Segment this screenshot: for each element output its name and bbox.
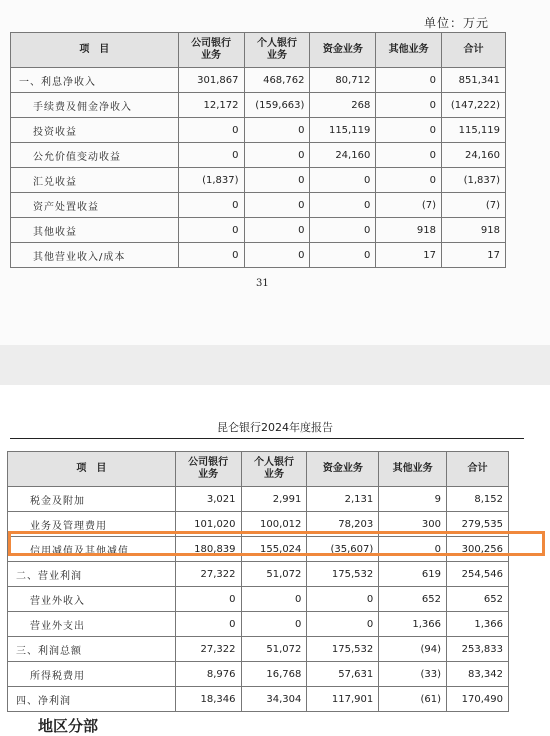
cell-corporate: 0 (175, 587, 241, 612)
table-row (8, 487, 509, 512)
cell-other: 0 (376, 143, 442, 168)
table-row (11, 143, 506, 168)
cell-personal: 0 (244, 193, 310, 218)
cell-treasury: 57,631 (307, 662, 379, 687)
cell-corporate: 0 (178, 243, 244, 268)
col-header-treasury: 资金业务 (310, 33, 376, 68)
col-header-other: 其他业务 (376, 33, 442, 68)
section-heading-partial: 地区分部 (38, 717, 99, 735)
cell-personal: 0 (244, 168, 310, 193)
row-label: 其他营业收入/成本 (11, 243, 179, 268)
cell-corporate: 0 (178, 143, 244, 168)
unit-label: 单位：万元 (424, 16, 490, 30)
cell-total: 253,833 (447, 637, 509, 662)
table-row (8, 612, 509, 637)
cell-total: 1,366 (447, 612, 509, 637)
row-label: 汇兑收益 (11, 168, 179, 193)
table-row (8, 587, 509, 612)
page-gap (0, 345, 550, 385)
cell-other: 1,366 (379, 612, 447, 637)
cell-treasury: 0 (310, 193, 376, 218)
cell-total: (147,222) (441, 93, 505, 118)
cell-personal: (159,663) (244, 93, 310, 118)
cell-other: (61) (379, 687, 447, 712)
cell-treasury: 78,203 (307, 512, 379, 537)
cell-personal: 51,072 (241, 562, 307, 587)
cell-other: 0 (376, 93, 442, 118)
cell-total: (7) (441, 193, 505, 218)
cell-personal: 34,304 (241, 687, 307, 712)
row-label: 业务及管理费用 (8, 512, 176, 537)
cell-other: 0 (376, 118, 442, 143)
cell-other: (7) (376, 193, 442, 218)
row-label: 四、净利润 (8, 687, 176, 712)
cell-treasury: 80,712 (310, 68, 376, 93)
cell-other: (94) (379, 637, 447, 662)
row-label: 公允价值变动收益 (11, 143, 179, 168)
cell-other: (33) (379, 662, 447, 687)
row-label: 资产处置收益 (11, 193, 179, 218)
cell-total: 24,160 (441, 143, 505, 168)
col-header-total: 合计 (447, 452, 509, 487)
cell-corporate: 18,346 (175, 687, 241, 712)
cell-corporate: 0 (175, 612, 241, 637)
cell-personal: 0 (244, 243, 310, 268)
table-row (8, 637, 509, 662)
cell-other: 0 (379, 537, 447, 562)
row-label: 所得税费用 (8, 662, 176, 687)
cell-total: 300,256 (447, 537, 509, 562)
col-header-personal: 个人银行 业务 (244, 33, 310, 68)
cell-total: 8,152 (447, 487, 509, 512)
cell-other: 300 (379, 512, 447, 537)
cell-personal: 0 (241, 612, 307, 637)
cell-treasury: 115,119 (310, 118, 376, 143)
col-header-total: 合计 (441, 33, 505, 68)
segment-table-lower (7, 451, 509, 712)
cell-other: 0 (376, 68, 442, 93)
col-header-personal: 个人银行 业务 (241, 452, 307, 487)
cell-total: (1,837) (441, 168, 505, 193)
cell-total: 918 (441, 218, 505, 243)
segment-table-upper (10, 32, 506, 268)
cell-total: 83,342 (447, 662, 509, 687)
row-label: 三、利润总额 (8, 637, 176, 662)
cell-treasury: 0 (307, 587, 379, 612)
cell-corporate: 180,839 (175, 537, 241, 562)
cell-other: 652 (379, 587, 447, 612)
cell-other: 17 (376, 243, 442, 268)
table-row (11, 193, 506, 218)
cell-corporate: 27,322 (175, 562, 241, 587)
cell-personal: 468,762 (244, 68, 310, 93)
cell-other: 0 (376, 168, 442, 193)
cell-personal: 155,024 (241, 537, 307, 562)
cell-treasury: 0 (310, 243, 376, 268)
cell-personal: 100,012 (241, 512, 307, 537)
cell-other: 918 (376, 218, 442, 243)
cell-other: 9 (379, 487, 447, 512)
table-row (8, 662, 509, 687)
table-header-row (11, 33, 506, 68)
row-label: 手续费及佣金净收入 (11, 93, 179, 118)
cell-total: 17 (441, 243, 505, 268)
cell-other: 619 (379, 562, 447, 587)
cell-personal: 0 (241, 587, 307, 612)
cell-corporate: 27,322 (175, 637, 241, 662)
report-title: 昆仑银行2024年度报告 (217, 421, 333, 434)
cell-personal: 16,768 (241, 662, 307, 687)
row-label: 税金及附加 (8, 487, 176, 512)
cell-total: 254,546 (447, 562, 509, 587)
cell-personal: 2,991 (241, 487, 307, 512)
page-number: 31 (256, 278, 269, 289)
cell-treasury: 2,131 (307, 487, 379, 512)
cell-personal: 0 (244, 143, 310, 168)
col-header-item: 项 目 (11, 33, 179, 68)
table-row (8, 562, 509, 587)
table-header-row (8, 452, 509, 487)
col-header-treasury: 资金业务 (307, 452, 379, 487)
row-label: 二、营业利润 (8, 562, 176, 587)
table-row (8, 512, 509, 537)
cell-corporate: 301,867 (178, 68, 244, 93)
cell-total: 115,119 (441, 118, 505, 143)
row-label: 其他收益 (11, 218, 179, 243)
cell-treasury: (35,607) (307, 537, 379, 562)
row-label: 营业外收入 (8, 587, 176, 612)
row-label: 一、利息净收入 (11, 68, 179, 93)
cell-personal: 51,072 (241, 637, 307, 662)
cell-treasury: 175,532 (307, 637, 379, 662)
table-row (11, 218, 506, 243)
cell-corporate: 8,976 (175, 662, 241, 687)
cell-total: 851,341 (441, 68, 505, 93)
cell-treasury: 24,160 (310, 143, 376, 168)
cell-corporate: 0 (178, 193, 244, 218)
cell-treasury: 117,901 (307, 687, 379, 712)
cell-corporate: 3,021 (175, 487, 241, 512)
table-row (8, 537, 509, 562)
row-label: 投资收益 (11, 118, 179, 143)
cell-total: 652 (447, 587, 509, 612)
table-row (11, 93, 506, 118)
cell-treasury: 0 (307, 612, 379, 637)
cell-corporate: 0 (178, 118, 244, 143)
cell-corporate: 12,172 (178, 93, 244, 118)
title-rule (10, 438, 524, 439)
table-row (8, 687, 509, 712)
cell-treasury: 268 (310, 93, 376, 118)
col-header-other: 其他业务 (379, 452, 447, 487)
cell-personal: 0 (244, 218, 310, 243)
col-header-corporate: 公司银行 业务 (175, 452, 241, 487)
col-header-corporate: 公司银行 业务 (178, 33, 244, 68)
cell-personal: 0 (244, 118, 310, 143)
cell-total: 170,490 (447, 687, 509, 712)
table-row (11, 68, 506, 93)
cell-corporate: 101,020 (175, 512, 241, 537)
cell-treasury: 0 (310, 168, 376, 193)
cell-corporate: 0 (178, 218, 244, 243)
table-row (11, 168, 506, 193)
col-header-item: 项 目 (8, 452, 176, 487)
cell-corporate: (1,837) (178, 168, 244, 193)
row-label: 营业外支出 (8, 612, 176, 637)
table-row (11, 118, 506, 143)
cell-treasury: 175,532 (307, 562, 379, 587)
table-row (11, 243, 506, 268)
cell-treasury: 0 (310, 218, 376, 243)
cell-total: 279,535 (447, 512, 509, 537)
row-label: 信用减值及其他减值 (8, 537, 176, 562)
